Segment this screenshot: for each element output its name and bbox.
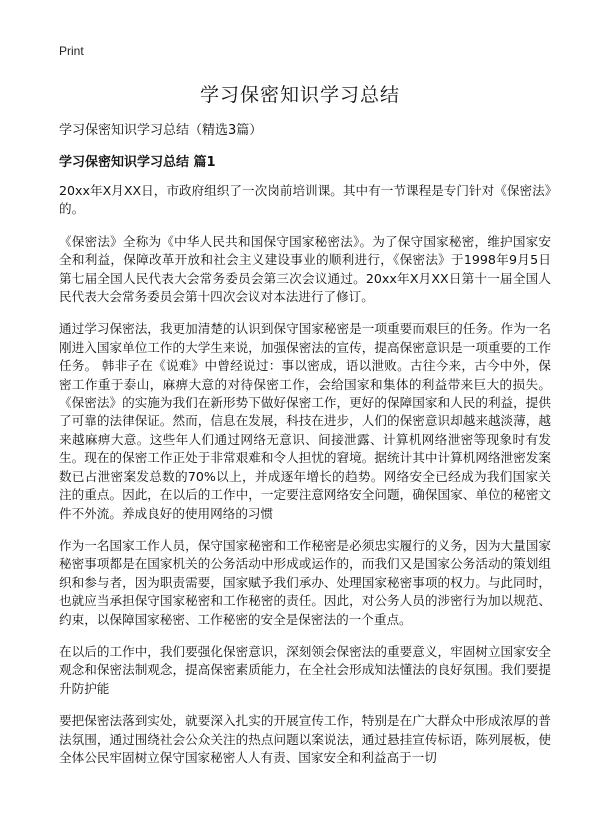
body-paragraph-2: 《保密法》全称为《中华人民共和国保守国家秘密法》。为了保守国家秘密，维护国家安全和利益，保障改革开放和社会主义建设事业的顺利进行，《保密法》于1998年9月5日第七届全国人民代表大会常务委员会第三次会议通过。20xx年X月XX日第十一届全国人民代表大会常务委员会第十四次会议对本法进行了修订。 bbox=[59, 233, 551, 305]
document-subtitle: 学习保密知识学习总结（精选3篇） bbox=[59, 123, 263, 138]
body-paragraph-4: 作为一名国家工作人员，保守国家秘密和工作秘密是必须忠实履行的义务，因为大量国家秘密事项都是在国家机关的公务活动中形成或运作的，而我们又是国家公务活动的策划组织和参与者，因为职责需要，国家赋予我们承办、处理国家秘密事项的权力。与此同时，也就应当承担保守国家秘密和工作秘密的责任。因此，对公务人员的涉密行为加以规范、约束，以保障国家秘密、工作秘密的安全是保密法的一个重点。 bbox=[59, 537, 551, 627]
document-title: 学习保密知识学习总结 bbox=[199, 84, 400, 106]
body-paragraph-3: 通过学习保密法，我更加清楚的认识到保守国家秘密是一项重要而艰巨的任务。作为一名刚进入国家单位工作的大学生来说，加强保密法的宣传，提高保密意识是一项重要的工作任务。 韩非子在《说难》中曾经说过：事以密成，语以泄败。古往今来，古今中外，保密工作重于泰山，麻痹大意的对待保密工作，会给国家和集体的利益带来巨大的损失。《保密法》的实施为我们在新形势下做好保密工作，更好的保障国家和人民的利益，提供了可靠的法律保证。然而，信息在发展，科技在进步，人们的保密意识却越来越淡薄，越来越麻痹大意。这些年人们通过网络无意识、间接泄露、计算机网络泄密等现象时有发生。现在的保密工作正处于非常艰难和令人担忧的窘境。据统计其中计算机网络泄密发案数已占泄密案发总数的70%以上，并成逐年增长的趋势。网络安全已经成为我们国家关注的重点。因此，在以后的工作中，一定要注意网络安全问题，确保国家、单位的秘密文件不外流。养成良好的使用网络的习惯 bbox=[59, 321, 551, 521]
body-paragraph-5: 在以后的工作中，我们要强化保密意识，深刻领会保密法的重要意义，牢固树立国家安全观念和保密法制观念，提高保密素质能力，在全社会形成知法懂法的良好氛围。我们要提升防护能 bbox=[59, 643, 551, 696]
body-paragraph-1: 20xx年X月XX日，市政府组织了一次岗前培训课。其中有一节课程是专门针对《保密法》的。 bbox=[59, 183, 551, 217]
print-link[interactable]: Print bbox=[59, 44, 84, 58]
section-heading: 学习保密知识学习总结 篇1 bbox=[59, 155, 216, 170]
body-paragraph-6: 要把保密法落到实处，就要深入扎实的开展宣传工作，特别是在广大群众中形成浓厚的普法氛围，通过围绕社会公众关注的热点问题以案说法，通过悬挂宣传标语，陈列展板，使全体公民牢固树立保守国家秘密人人有责、国家安全和利益高于一切 bbox=[59, 713, 551, 765]
document-body bbox=[59, 182, 551, 781]
